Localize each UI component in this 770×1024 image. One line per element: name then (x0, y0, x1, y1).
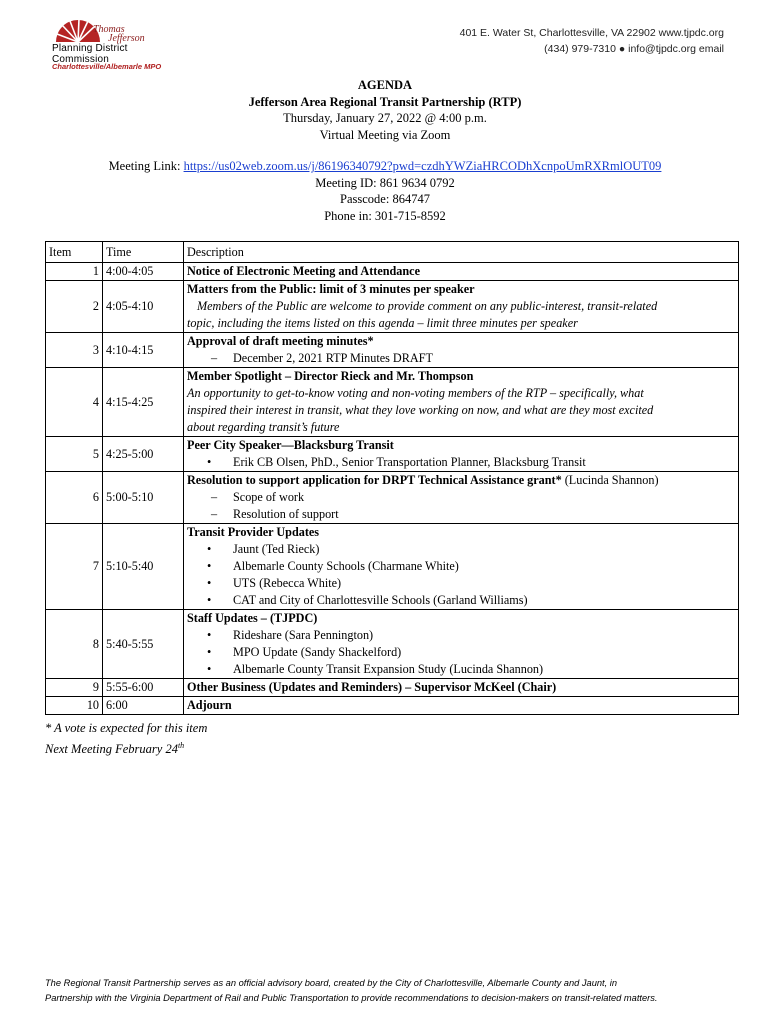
sub-item (187, 506, 735, 523)
row-time: 6:00 (103, 697, 184, 715)
sub-item (187, 627, 735, 644)
logo-script-line1: Thomas (93, 24, 125, 35)
table-row (46, 368, 739, 437)
table-row (46, 437, 739, 472)
table-header-row (46, 242, 739, 263)
sub-item-label: Albemarle County Schools (Charmane White) (233, 559, 459, 573)
footer-line: Partnership with the Virginia Department of Rail and Public Transportation to provide recommendations to decision-makers on transit-related matters. (45, 993, 658, 1003)
table-row (46, 472, 739, 524)
row-item: 3 (46, 333, 103, 368)
row-description (184, 472, 739, 524)
row-description (184, 263, 739, 281)
header-time: Time (103, 242, 184, 263)
meeting-info (0, 158, 770, 224)
sub-item (187, 489, 735, 506)
dash-marker: – (211, 490, 218, 504)
contact-address: 401 E. Water St, Charlottesville, VA 22902 www.tjpdc.org (459, 27, 724, 39)
contact-phone-email: (434) 979-7310 ● info@tjpdc.org email (544, 43, 724, 55)
vote-note: * A vote is expected for this item (45, 721, 208, 735)
header-description: Description (184, 242, 739, 263)
logo-org-name: Planning District Commission (52, 43, 128, 65)
row-item: 2 (46, 281, 103, 333)
row-time: 5:55-6:00 (103, 679, 184, 697)
footer-line: The Regional Transit Partnership serves as an official advisory board, created by the City of Charlottesville, Albemarle County and Jaunt, in (45, 978, 618, 988)
row-title: Approval of draft meeting minutes* (187, 334, 374, 348)
row-title: Staff Updates – (TJPDC) (187, 611, 318, 625)
table-row (46, 281, 739, 333)
header-item: Item (46, 242, 103, 263)
row-note: Members of the Public are welcome to provide comment on any public-interest, transit-related (197, 299, 658, 313)
bullet-marker: • (207, 455, 212, 469)
row-time: 4:10-4:15 (103, 333, 184, 368)
table-row (46, 263, 739, 281)
row-time: 4:15-4:25 (103, 368, 184, 437)
row-title-line (187, 472, 735, 489)
row-description (184, 333, 739, 368)
row-item: 9 (46, 679, 103, 697)
row-title: Adjourn (187, 698, 232, 712)
sub-item (187, 661, 735, 678)
sub-item-label: MPO Update (Sandy Shackelford) (233, 645, 402, 659)
row-description (184, 437, 739, 472)
row-note: inspired their interest in transit, what they love working on now, and what are they most excited (187, 403, 654, 417)
row-time: 4:25-5:00 (103, 437, 184, 472)
row-description (184, 524, 739, 610)
sub-item-label: CAT and City of Charlottesville Schools (Garland Williams) (233, 593, 528, 607)
row-item: 8 (46, 610, 103, 679)
agenda-location: Virtual Meeting via Zoom (319, 127, 451, 142)
sub-item-label: Rideshare (Sara Pennington) (233, 628, 374, 642)
sub-item (187, 558, 735, 575)
bullet-marker: • (207, 662, 212, 676)
bullet-marker: • (207, 593, 212, 607)
agenda-date: Thursday, January 27, 2022 @ 4:00 p.m. (283, 111, 487, 125)
row-time: 5:40-5:55 (103, 610, 184, 679)
sub-item-label: Erik CB Olsen, PhD., Senior Transportation Planner, Blacksburg Transit (233, 455, 586, 469)
sub-item-label: Resolution of support (233, 507, 339, 521)
bullet-marker: • (207, 576, 212, 590)
dash-marker: – (211, 507, 218, 521)
logo-script-line2: Jefferson (108, 33, 145, 44)
bullet-marker: • (207, 645, 212, 659)
agenda-title: AGENDA (357, 78, 413, 92)
bullet-marker: • (207, 559, 212, 573)
sub-item (187, 644, 735, 661)
row-item: 6 (46, 472, 103, 524)
agenda-notes (45, 719, 207, 758)
row-time: 4:00-4:05 (103, 263, 184, 281)
table-row (46, 610, 739, 679)
bullet-marker: • (207, 542, 212, 556)
row-title: Peer City Speaker—Blacksburg Transit (187, 438, 394, 452)
row-title-extra: (Lucinda Shannon) (561, 473, 659, 487)
row-title: Member Spotlight – Director Rieck and Mr. Thompson (187, 369, 474, 383)
table-row (46, 679, 739, 697)
row-item: 10 (46, 697, 103, 715)
row-item: 1 (46, 263, 103, 281)
row-item: 5 (46, 437, 103, 472)
row-item: 4 (46, 368, 103, 437)
row-description (184, 368, 739, 437)
agenda-table (45, 241, 739, 715)
row-description (184, 281, 739, 333)
contact-block (460, 25, 724, 57)
sub-item (187, 575, 735, 592)
row-title: Matters from the Public: limit of 3 minutes per speaker (187, 282, 475, 296)
next-meeting-note (45, 737, 207, 758)
row-description (184, 679, 739, 697)
sub-item-label: Scope of work (233, 490, 305, 504)
row-title: Transit Provider Updates (187, 525, 320, 539)
row-time: 5:10-5:40 (103, 524, 184, 610)
sub-item (187, 350, 735, 367)
sub-item-label: Albemarle County Transit Expansion Study (Lucinda Shannon) (233, 662, 544, 676)
table-row (46, 697, 739, 715)
sub-item (187, 592, 735, 609)
row-note: An opportunity to get-to-know voting and non-voting members of the RTP – specifically, what (187, 386, 644, 400)
dash-marker: – (211, 351, 218, 365)
next-meeting-text: Next Meeting February 24 (45, 742, 178, 757)
logo-mpo-name: Charlottesville/Albemarle MPO (52, 62, 162, 71)
agenda-header (0, 77, 770, 143)
row-description (184, 610, 739, 679)
row-note: topic, including the items listed on this agenda – limit three minutes per speaker (187, 316, 578, 330)
meeting-link-label: Meeting Link: (108, 159, 184, 173)
sub-item (187, 454, 735, 471)
row-item: 7 (46, 524, 103, 610)
meeting-link[interactable]: https://us02web.zoom.us/j/86196340792?pwd=czdhYWZiaHRCODhXcnpoUmRXRmlOUT09 (183, 159, 662, 173)
meeting-phone: Phone in: 301-715-8592 (324, 208, 446, 223)
agenda-body-name: Jefferson Area Regional Transit Partnership (RTP) (248, 94, 522, 109)
bullet-marker: • (207, 628, 212, 642)
tjpdc-logo (48, 14, 178, 74)
next-meeting-suffix: th (177, 741, 185, 750)
row-time: 5:00-5:10 (103, 472, 184, 524)
meeting-id: Meeting ID: 861 9634 0792 (315, 175, 455, 190)
row-note: about regarding transit’s future (187, 420, 340, 434)
table-row (46, 333, 739, 368)
meeting-link-line (0, 158, 770, 175)
row-title: Notice of Electronic Meeting and Attendance (187, 264, 420, 278)
row-title: Resolution to support application for DRPT Technical Assistance grant* (187, 473, 562, 487)
sub-item-label: UTS (Rebecca White) (233, 576, 342, 590)
sub-item-label: Jaunt (Ted Rieck) (233, 542, 320, 556)
row-title: Other Business (Updates and Reminders) – Supervisor McKeel (Chair) (187, 680, 557, 694)
row-time: 4:05-4:10 (103, 281, 184, 333)
sub-item (187, 541, 735, 558)
row-description (184, 697, 739, 715)
sub-item-label: December 2, 2021 RTP Minutes DRAFT (233, 351, 433, 365)
table-row (46, 524, 739, 610)
meeting-passcode: Passcode: 864747 (340, 192, 430, 206)
page-footer (45, 976, 745, 1006)
